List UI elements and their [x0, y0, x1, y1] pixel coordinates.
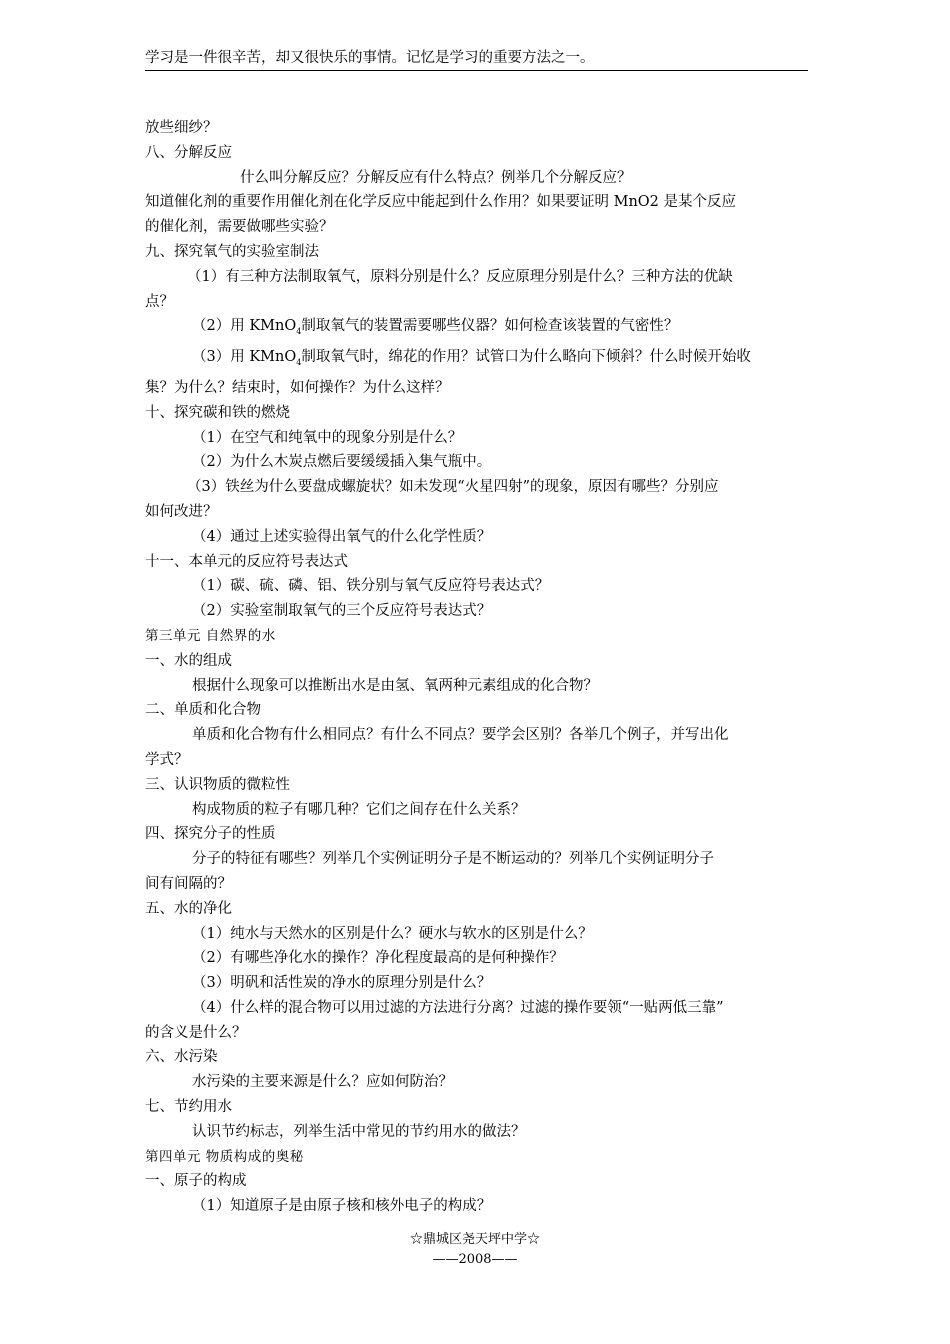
- section-heading: 二、单质和化合物: [145, 702, 261, 719]
- text-line: 点？: [145, 293, 174, 310]
- text-line: 知道催化剂的重要作用催化剂在化学反应中能起到什么作用？如果要证明 MnO2 是某个反应: [145, 194, 737, 211]
- question-line: （4）什么样的混合物可以用过滤的方法进行分离？过滤的操作要领“一贴两低三靠”: [192, 999, 724, 1016]
- formula-subscript: 4: [296, 327, 302, 337]
- footer-school: ☆鼎城区尧天坪中学☆: [409, 1232, 540, 1247]
- question-line: （1）有三种方法制取氧气，原料分别是什么？反应原理分别是什么？三种方法的优缺: [187, 268, 733, 285]
- section-heading: 三、认识物质的微粒性: [145, 776, 290, 793]
- question-line: 分子的特征有哪些？列举几个实例证明分子是不断运动的？列举几个实例证明分子: [192, 851, 714, 868]
- question-line: 认识节约标志，列举生活中常见的节约用水的做法？: [192, 1123, 526, 1140]
- question-line: 单质和化合物有什么相同点？有什么不同点？要学会区别？各举几个例子，并写出化: [192, 727, 729, 744]
- question-text: 制取氧气的装置需要哪些仪器？如何检查该装置的气密性？: [301, 318, 679, 335]
- footer-year: ——2008——: [432, 1252, 518, 1267]
- page-header-motto: 学习是一件很辛苦，却又很快乐的事情。记忆是学习的重要方法之一。: [145, 47, 808, 71]
- text-line: 的催化剂，需要做哪些实验？: [145, 219, 334, 236]
- question-line: （4）通过上述实验得出氧气的什么化学性质？: [192, 528, 492, 545]
- question-line: （3）明矾和活性炭的净水的原理分别是什么？: [192, 975, 492, 992]
- formula-text: （2）用 KMnO: [192, 318, 297, 335]
- question-line: （2）有哪些净化水的操作？净化程度最高的是何种操作？: [192, 950, 564, 967]
- question-line: （1）纯水与天然水的区别是什么？硬水与软水的区别是什么？: [192, 925, 593, 942]
- section-heading: 六、水污染: [145, 1049, 218, 1066]
- question-line: [145, 345, 808, 376]
- question-line: （1）知道原子是由原子核和核外电子的构成？: [192, 1198, 492, 1215]
- unit-heading: 第四单元 物质构成的奥秘: [145, 1148, 304, 1165]
- section-heading: 一、水的组成: [145, 652, 232, 669]
- question-line: （1）碳、硫、磷、铝、铁分别与氧气反应符号表达式？: [192, 578, 550, 595]
- question-line: 水污染的主要来源是什么？应如何防治？: [192, 1074, 453, 1091]
- formula-subscript: 4: [296, 358, 302, 368]
- question-line: （1）在空气和纯氧中的现象分别是什么？: [192, 429, 463, 446]
- document-body: [145, 116, 808, 1219]
- question-line: 什么叫分解反应？分解反应有什么特点？例举几个分解反应？: [240, 169, 632, 186]
- section-heading: 五、水的净化: [145, 900, 232, 917]
- text-line: 放些细纱？: [145, 120, 218, 136]
- question-line: （2）实验室制取氧气的三个反应符号表达式？: [192, 603, 492, 620]
- section-heading: 一、原子的构成: [145, 1173, 247, 1190]
- section-heading: 四、探究分子的性质: [145, 826, 276, 843]
- formula-text: （3）用 KMnO: [192, 349, 297, 366]
- unit-heading: 第三单元 自然界的水: [145, 627, 276, 644]
- question-line: （2）为什么木炭点燃后要缓缓插入集气瓶中。: [192, 454, 492, 471]
- section-heading: 十一、本单元的反应符号表达式: [145, 553, 348, 570]
- question-line: （3）铁丝为什么要盘成螺旋状？如未发现“火星四射”的现象，原因有哪些？分别应: [187, 479, 719, 496]
- section-heading: 十、探究碳和铁的燃烧: [145, 404, 290, 421]
- question-line: 构成物质的粒子有哪几种？它们之间存在什么关系？: [192, 801, 526, 818]
- question-text: 制取氧气时，绵花的作用？试管口为什么略向下倾斜？什么时候开始收: [301, 349, 751, 366]
- section-heading: 七、节约用水: [145, 1099, 232, 1116]
- section-heading: 八、分解反应: [145, 144, 232, 161]
- text-line: 集？为什么？结束时，如何操作？为什么这样？: [145, 379, 450, 396]
- text-line: 的含义是什么？: [145, 1024, 247, 1041]
- section-heading: 九、探究氧气的实验室制法: [145, 243, 319, 260]
- text-line: 间有间隔的？: [145, 875, 232, 892]
- question-line: [145, 314, 808, 345]
- text-line: 如何改进？: [145, 503, 218, 520]
- question-line: 根据什么现象可以推断出水是由氢、氧两种元素组成的化合物？: [192, 677, 598, 694]
- text-line: 学式？: [145, 751, 189, 768]
